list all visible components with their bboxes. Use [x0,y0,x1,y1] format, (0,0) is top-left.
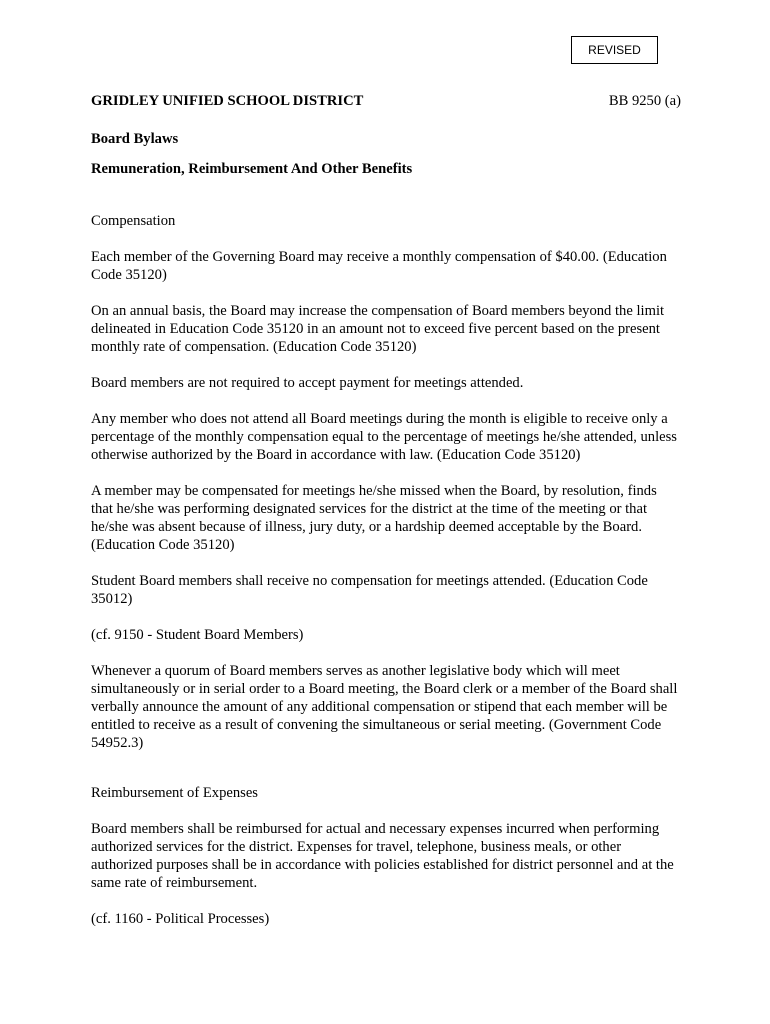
header-row [91,92,681,110]
paragraph: A member may be compensated for meetings he/she missed when the Board, by resolution, finds that he/she was performing designated services for the district at the time of the meeting or that he/she was absent because of illness, jury duty, or a hardship deemed acceptable by the Board. (Education Code 35120) [91,483,657,553]
paragraph: Each member of the Governing Board may receive a monthly compensation of $40.00. (Education Code 35120) [91,249,667,283]
document-body [91,91,681,928]
policy-code: BB 9250 (a) [608,93,681,109]
paragraph: On an annual basis, the Board may increase the compensation of Board members beyond the limit delineated in Education Code 35120 in an amount not to exceed five percent based on the present monthly rate of compensation. (Education Code 35120) [91,303,665,355]
paragraph: Any member who does not attend all Board meetings during the month is eligible to receive only a percentage of the monthly compensation equal to the percentage of meetings he/she attended, unless otherwise authorized by the Board in accordance with law. (Education Code 35120) [91,411,677,463]
paragraph: Board members shall be reimbursed for actual and necessary expenses incurred when performing authorized services for the district. Expenses for travel, telephone, business meals, or other authorized purposes shall be in accordance with policies established for district personnel and at the same rate of reimbursement. [91,821,674,891]
document-title: Remuneration, Reimbursement And Other Benefits [91,161,413,177]
compensation-heading: Compensation [91,213,176,229]
district-name: GRIDLEY UNIFIED SCHOOL DISTRICT [91,93,364,109]
revised-stamp: REVISED [571,36,658,64]
paragraph: Whenever a quorum of Board members serves as another legislative body which will meet simultaneously or in serial order to a Board meeting, the Board clerk or a member of the Board shall verbally announce the amount of any additional compensation or stipend that each member will be entitled to receive as a result of convening the simultaneous or serial meeting. (Government Code 54952.3) [91,663,678,751]
paragraph: Board members are not required to accept payment for meetings attended. [91,375,524,391]
cross-reference: (cf. 9150 - Student Board Members) [91,627,304,643]
section-label: Board Bylaws [91,131,179,147]
reimbursement-heading: Reimbursement of Expenses [91,785,258,801]
cross-reference: (cf. 1160 - Political Processes) [91,911,270,927]
paragraph: Student Board members shall receive no compensation for meetings attended. (Education Code 35012) [91,573,648,607]
